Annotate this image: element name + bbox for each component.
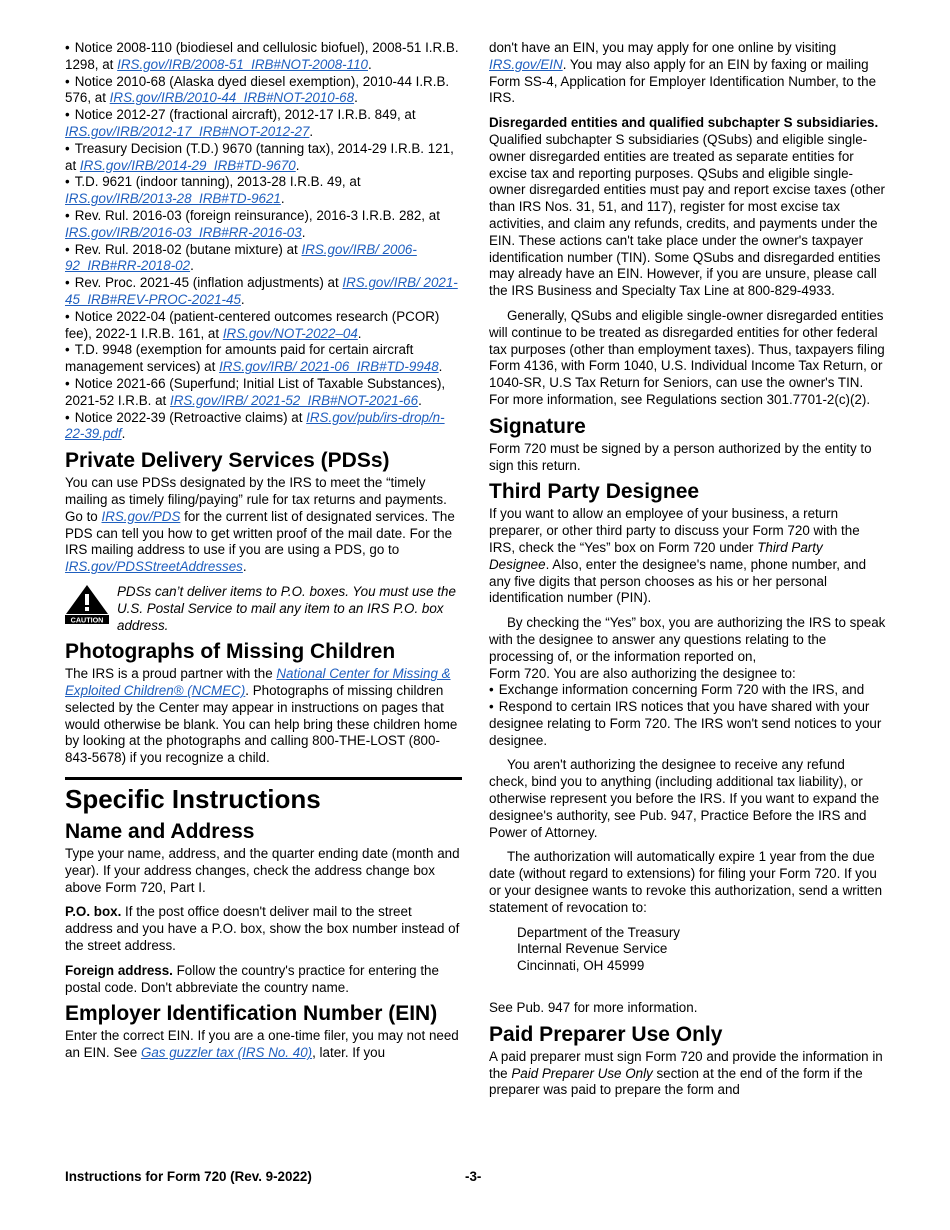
notice-item: • Notice 2022-04 (patient-centered outcomes research (PCOR) fee), 2022-1 I.R.B. 161, at IRS.gov/NOT-2022–04. [65, 309, 462, 343]
notice-item: • Notice 2010-68 (Alaska dyed diesel exemption), 2010-44 I.R.B. 576, at IRS.gov/IRB/2010-44_IRB#NOT-2010-68. [65, 74, 462, 108]
notice-item: • Notice 2021-66 (Superfund; Initial List of Taxable Substances), 2021-52 I.R.B. at IRS.gov/IRB/ 2021-52_IRB#NOT-2021-66. [65, 376, 462, 410]
paid-preparer-heading: Paid Preparer Use Only [489, 1022, 723, 1046]
disregarded-entities-paragraph: Disregarded entities and qualified subchapter S subsidiaries. Qualified subchapter S subsidiaries (QSubs) and eligible single-owner disregarded entities are treated as separate entities for excise tax and reporting purposes. QSubs and eligible single-owner disregarded entities must pay and report excise taxes (other than IRS Nos. 31, 51, and 117), register for most excise tax activities, and claim any refunds, credits, and payments under the EIN. These actions can't take place under the owner's taxpayer identification number (TIN). Some QSubs and disregarded entities may already have an EIN. However, if you are unsure, please call the IRS Business and Specialty Tax Line at 800-829-4933. [489, 115, 885, 299]
ein-heading: Employer Identification Number (EIN) [65, 1002, 438, 1026]
signature-paragraph: Form 720 must be signed by a person authorized by the entity to sign this return. [489, 440, 872, 473]
specific-instructions-heading: Specific Instructions [65, 784, 321, 815]
pds-link[interactable]: IRS.gov/PDS [101, 508, 181, 524]
notice-link[interactable]: IRS.gov/IRB/ 2021-52_IRB#NOT-2021-66 [169, 392, 419, 408]
ncmec-link[interactable]: National Center for Missing & Exploited Children® (NCMEC) [65, 666, 451, 699]
checking-yes-paragraph-cont: Form 720. You are also authorizing the designee to: [489, 665, 796, 681]
notice-item: • Treasury Decision (T.D.) 9670 (tanning tax), 2014-29 I.R.B. 121, at IRS.gov/IRB/2014-29_IRB#TD-9670. [65, 141, 462, 175]
address-line: Department of the Treasury [517, 924, 680, 940]
notice-item: • Rev. Proc. 2021-45 (inflation adjustments) at IRS.gov/IRB/ 2021-45_IRB#REV-PROC-2021-45. [65, 275, 462, 309]
notice-item: • T.D. 9948 (exemption for amounts paid for certain aircraft management services) at IRS.gov/IRB/ 2021-06_IRB#TD-9948. [65, 342, 462, 376]
address-line: Internal Revenue Service [517, 941, 668, 957]
pds-street-addresses-link[interactable]: IRS.gov/PDSStreetAddresses [65, 559, 243, 575]
notice-item: • Notice 2008-110 (biodiesel and cellulosic biofuel), 2008-51 I.R.B. 1298, at IRS.gov/IRB/2008-51_IRB#NOT-2008-110. [65, 40, 462, 74]
expire-paragraph: The authorization will automatically expire 1 year from the due date (without regard to extensions) for filing your Form 720. If you or your designee wants to revoke this authorization, send a written statement of revocation to: [489, 849, 883, 915]
right-column [489, 40, 886, 1099]
designee-paragraph: If you want to allow an employee of your business, a return preparer, or other third party to discuss your Form 720 with the IRS, check the “Yes” box on Form 720 under Third Party Designee. Also, enter the designee's name, phone number, and any five digits that person chooses as his or her personal identification number (PIN). [489, 506, 867, 606]
section-rule [65, 777, 462, 780]
pds-heading: Private Delivery Services (PDSs) [65, 449, 390, 473]
notice-item: • Rev. Rul. 2018-02 (butane mixture) at IRS.gov/IRB/ 2006-92_IRB#RR-2018-02. [65, 242, 462, 276]
footer-title: Instructions for Form 720 (Rev. 9-2022) [65, 1169, 312, 1184]
notice-item: • T.D. 9621 (indoor tanning), 2013-28 I.R.B. 49, at IRS.gov/IRB/2013-28_IRB#TD-9621. [65, 174, 462, 208]
name-address-heading: Name and Address [65, 820, 255, 844]
left-column [65, 40, 462, 1062]
gas-guzzler-link[interactable]: Gas guzzler tax (IRS No. 40) [140, 1045, 313, 1061]
notice-item: • Rev. Rul. 2016-03 (foreign reinsurance), 2016-3 I.R.B. 282, at IRS.gov/IRB/2016-03_IRB#RR-2016-03. [65, 208, 462, 242]
foreign-address-paragraph: Foreign address. Follow the country's practice for entering the postal code. Don't abbreviate the country name. [65, 962, 439, 995]
notice-link[interactable]: IRS.gov/IRB/2012-17_IRB#NOT-2012-27 [65, 123, 310, 139]
notice-link[interactable]: IRS.gov/IRB/2014-29_IRB#TD-9670 [79, 157, 296, 173]
page-footer [65, 1169, 886, 1184]
designee-bullet: • Respond to certain IRS notices that you have shared with your designee relating to Form 720. The IRS won't send notices to your designee. [489, 699, 886, 749]
notice-list [65, 40, 462, 443]
pds-paragraph: You can use PDSs designated by the IRS to meet the “timely mailing as timely filing/paying” rule for tax returns and payments. Go to IRS.gov/PDS for the current list of designated services. The PDS can tell you how to get written proof of the mail date. For the IRS mailing address to use if you are using a PDS, go to IRS.gov/PDSStreetAddresses. [65, 475, 455, 575]
notice-link[interactable]: IRS.gov/IRB/ 2021-45_IRB#REV-PROC-2021-45 [65, 275, 458, 307]
signature-heading: Signature [489, 414, 586, 438]
caution-box [65, 584, 462, 634]
third-party-designee-heading: Third Party Designee [489, 480, 700, 504]
ein-continued-paragraph: don't have an EIN, you may apply for one online by visiting IRS.gov/EIN. You may also apply for an EIN by faxing or mailing Form SS-4, Application for Employer Identification Number, to the IRS. [489, 40, 877, 106]
not-authorizing-paragraph: You aren't authorizing the designee to receive any refund check, bind you to anything (including additional tax liability), or otherwise represent you before the IRS. If you want to expand the designee's authority, see Pub. 947, Practice Before the IRS and Power of Attorney. [489, 757, 880, 840]
missing-children-heading: Photographs of Missing Children [65, 640, 396, 664]
revocation-address [517, 925, 886, 975]
notice-link[interactable]: IRS.gov/pub/irs-drop/n-22-39.pdf [65, 409, 445, 442]
ein-paragraph: Enter the correct EIN. If you are a one-time filer, you may not need an EIN. See Gas guzzler tax (IRS No. 40), later. If you [65, 1028, 459, 1061]
designee-bullet: • Exchange information concerning Form 720 with the IRS, and [489, 682, 886, 699]
caution-icon-label: CAUTION [70, 615, 104, 624]
generally-paragraph: Generally, QSubs and eligible single-owner disregarded entities will continue to be treated as disregarded entities for other federal tax purposes (other than employment taxes). Thus, taxpayers filing Form 4136, with Form 1040, U.S. Individual Income Tax Return, or 1040-SR, U.S Tax Return for Seniors, can use the owner's TIN. For more information, see Regulations section 301.7701-2(c)(2). [489, 307, 885, 407]
notice-item: • Notice 2012-27 (fractional aircraft), 2012-17 I.R.B. 849, at IRS.gov/IRB/2012-17_IRB#NOT-2012-27. [65, 107, 462, 141]
caution-text: PDSs can’t deliver items to P.O. boxes. You must use the U.S. Postal Service to mail any item to an IRS P.O. box address. [117, 583, 456, 633]
notice-link[interactable]: IRS.gov/IRB/2016-03_IRB#RR-2016-03 [65, 224, 302, 240]
paid-preparer-paragraph: A paid preparer must sign Form 720 and provide the information in the Paid Preparer Use Only section at the end of the form if the preparer was paid to prepare the form and [489, 1048, 883, 1098]
notice-link[interactable]: IRS.gov/IRB/ 2021-06_IRB#TD-9948 [219, 359, 439, 375]
ein-link[interactable]: IRS.gov/EIN [489, 56, 563, 72]
notice-link[interactable]: IRS.gov/IRB/2008-51_IRB#NOT-2008-110 [117, 56, 368, 72]
address-line: Cincinnati, OH 45999 [517, 958, 645, 974]
notice-link[interactable]: IRS.gov/NOT-2022–04 [222, 325, 358, 341]
notice-link[interactable]: IRS.gov/IRB/ 2006-92_IRB#RR-2018-02 [65, 241, 417, 274]
see-pub-paragraph: See Pub. 947 for more information. [489, 1000, 698, 1016]
caution-icon [65, 584, 109, 624]
notice-item: • Notice 2022-39 (Retroactive claims) at IRS.gov/pub/irs-drop/n-22-39.pdf. [65, 410, 462, 444]
checking-yes-paragraph: By checking the “Yes” box, you are authorizing the IRS to speak with the designee to answer any questions relating to the processing of, or the information reported on, [489, 615, 886, 664]
notice-link[interactable]: IRS.gov/IRB/2013-28_IRB#TD-9621 [65, 191, 281, 207]
po-box-paragraph: P.O. box. If the post office doesn't deliver mail to the street address and you have a P.O. box, show the box number instead of the street address. [65, 904, 460, 954]
notice-link[interactable]: IRS.gov/IRB/2010-44_IRB#NOT-2010-68 [109, 90, 355, 106]
name-address-paragraph: Type your name, address, and the quarter ending date (month and year). If your address changes, check the address change box above Form 720, Part I. [65, 846, 460, 895]
missing-children-paragraph: The IRS is a proud partner with the National Center for Missing & Exploited Children® (NCMEC). Photographs of missing children selected by the Center may appear in instructions on pages that would otherwise be blank. You can help bring these children home by looking at the photographs and calling 800-THE-LOST (800-843-5678) if you recognize a child. [65, 666, 458, 766]
page-number: -3- [465, 1169, 482, 1184]
